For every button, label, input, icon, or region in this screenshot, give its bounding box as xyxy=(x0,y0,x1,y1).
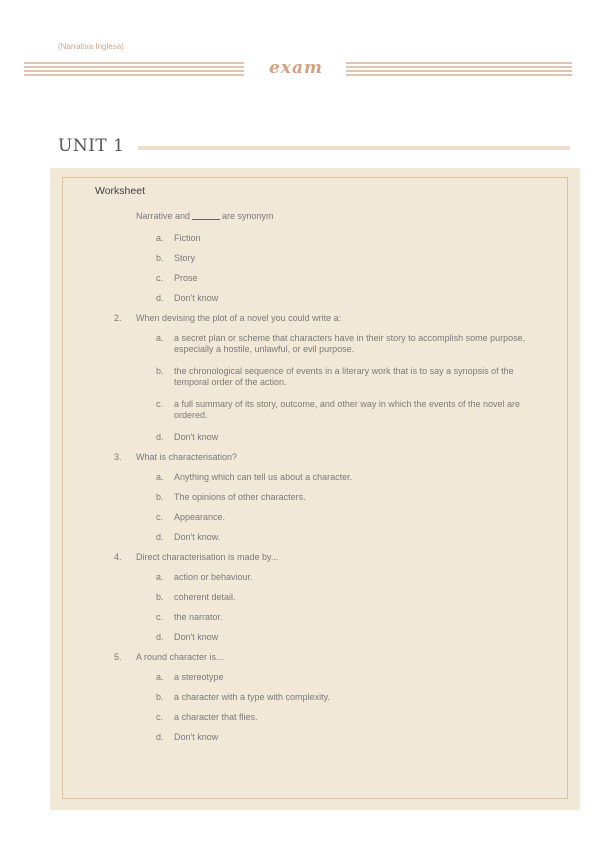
unit-divider xyxy=(138,146,570,150)
option-text: a full summary of its story, outcome, and other way in which the events of the novel are ordered. xyxy=(174,399,520,420)
question-text: are synonym xyxy=(222,211,274,221)
option-text: Don't know xyxy=(174,632,219,642)
option-text: a character that flies. xyxy=(174,712,258,722)
option-text: a secret plan or scheme that characters have in their story to accomplish some purpose, especially a hostile, unlawful, or evil purpose. xyxy=(174,333,526,354)
worksheet-border xyxy=(62,177,568,799)
option-text: coherent detail. xyxy=(174,592,236,602)
option-letter: d. xyxy=(156,432,164,442)
option-text: Don't know xyxy=(174,432,219,442)
option-letter: b. xyxy=(156,592,164,602)
option-text: Story xyxy=(174,253,196,263)
question-text: What is characterisation? xyxy=(136,452,238,462)
question-text: When devising the plot of a novel you could write a: xyxy=(136,313,342,323)
question-number: 2. xyxy=(114,313,122,323)
option-text: the chronological sequence of events in a literary work that is to say a synopsis of the temporal order of the action. xyxy=(174,366,514,387)
option-letter: b. xyxy=(156,366,164,376)
question-number: 3. xyxy=(114,452,122,462)
subtitle: (Narrativa Inglesa) xyxy=(58,42,124,51)
option-letter: c. xyxy=(156,512,164,522)
option-text: Fiction xyxy=(174,233,201,243)
worksheet-heading: Worksheet xyxy=(95,185,145,197)
option-letter: d. xyxy=(156,532,164,542)
option-text: a character with a type with complexity. xyxy=(174,692,330,702)
answer-blank[interactable] xyxy=(192,219,220,220)
option-text: Anything which can tell us about a character. xyxy=(174,472,353,482)
option-letter: d. xyxy=(156,732,164,742)
option-letter: b. xyxy=(156,492,164,502)
option-letter: d. xyxy=(156,293,164,303)
question-number: 5. xyxy=(114,652,122,662)
option-text: Don't know xyxy=(174,293,219,303)
option-letter: a. xyxy=(156,333,164,343)
option-text: the narrator. xyxy=(174,612,223,622)
exam-title: exam xyxy=(269,58,323,78)
unit-title: UNIT 1 xyxy=(58,136,125,156)
question-text: Narrative and xyxy=(136,211,191,221)
option-letter: a. xyxy=(156,233,164,243)
option-text: Prose xyxy=(174,273,198,283)
option-text: action or behaviour. xyxy=(174,572,253,582)
option-text: Appearance. xyxy=(174,512,226,522)
question-4 xyxy=(114,552,278,563)
option-text: The opinions of other characters. xyxy=(174,492,306,502)
option-letter: b. xyxy=(156,253,164,263)
option-text: Don't know xyxy=(174,732,219,742)
question-text: A round character is... xyxy=(136,652,224,662)
question-2 xyxy=(114,313,341,324)
option-letter: a. xyxy=(156,472,164,482)
option-letter: d. xyxy=(156,632,164,642)
question-text: Direct characterisation is made by... xyxy=(136,552,279,562)
option-letter: c. xyxy=(156,612,164,622)
option-letter: c. xyxy=(156,399,164,409)
option-letter: a. xyxy=(156,672,164,682)
question-1 xyxy=(136,211,274,222)
option-letter: b. xyxy=(156,692,164,702)
question-number: 4. xyxy=(114,552,122,562)
decorative-stripes-left xyxy=(24,62,244,78)
option-text: Don't know. xyxy=(174,532,221,542)
option-letter: c. xyxy=(156,273,164,283)
question-5 xyxy=(114,652,224,663)
question-3 xyxy=(114,452,237,463)
decorative-stripes-right xyxy=(346,62,572,78)
option-letter: a. xyxy=(156,572,164,582)
option-text: a stereotype xyxy=(174,672,224,682)
option-letter: c. xyxy=(156,712,164,722)
